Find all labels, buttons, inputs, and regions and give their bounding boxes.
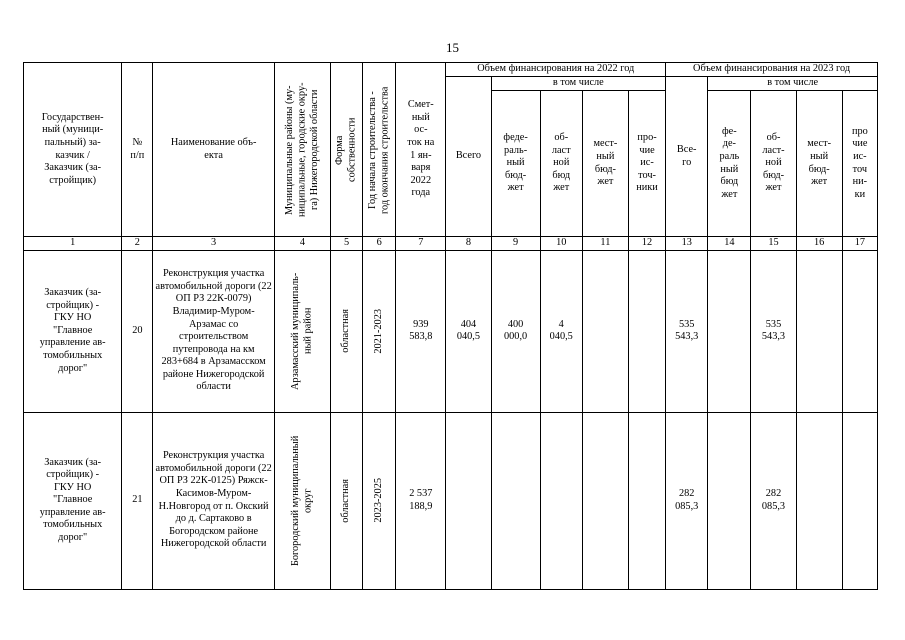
column-number: 16 [796,237,842,251]
column-number: 11 [582,237,628,251]
column-number: 14 [708,237,751,251]
row-regional-2023: 535 543,3 [751,250,796,412]
column-number: 1 [24,237,122,251]
row-other-2022 [628,250,665,412]
header-total-2023: Все- го [666,77,708,237]
row-total-2023: 535 543,3 [666,250,708,412]
column-number: 13 [666,237,708,251]
column-number: 5 [331,237,363,251]
header-municipal: Муниципальные районы (му- ниципальные, городские окру- га) Нижегородской области [283,82,320,217]
row-customer: Заказчик (за- стройщик) - ГКУ НО "Главное управление ав- томобильных дорог" [24,250,122,412]
page-number: 15 [446,40,459,55]
header-customer: Государствен- ный (муници- пальный) за- казчик / Заказчик (за- стройщик) [24,63,122,237]
column-number: 3 [153,237,274,251]
header-fin-2022: Объем финансирования на 2022 год [446,63,666,77]
row-regional-2022 [540,412,582,589]
column-number: 17 [842,237,877,251]
row-federal-2023 [708,250,751,412]
row-local-2023 [796,412,842,589]
row-total-2022: 404 040,5 [446,250,491,412]
header-object-name: Наименование объ- екта [153,63,274,237]
header-regional-2023: об- ласт- ной бюд- жет [751,91,796,237]
row-number: 20 [122,250,153,412]
row-local-2023 [796,250,842,412]
column-number-row [24,237,878,251]
row-federal-2023 [708,412,751,589]
financing-table [23,62,878,590]
header-fin-2023: Объем финансирования на 2023 год [666,63,878,77]
header-ownership: Форма собственности [333,117,358,182]
header-local-2023: мест- ный бюд- жет [796,91,842,237]
column-number: 12 [628,237,665,251]
row-federal-2022 [491,412,540,589]
header-number: № п/п [122,63,153,237]
header-other-2022: про- чие ис- точ- ники [628,91,665,237]
column-number: 4 [274,237,330,251]
row-estimate: 2 537 188,9 [396,412,446,589]
row-regional-2023: 282 085,3 [751,412,796,589]
row-total-2023: 282 085,3 [666,412,708,589]
row-total-2022 [446,412,491,589]
row-object-name: Реконструкция участка автомобильной дороги (22 ОП РЗ 22К-0125) Ряжск-Касимов-Муром-Н.Новгород от п. Окский до д. Сартаково в Богородском районе Нижегородской области [153,412,274,589]
column-number: 15 [751,237,796,251]
row-municipal: Арзамасский муниципаль- ный район [289,272,314,390]
row-years: 2023-2025 [372,478,384,523]
row-ownership: областная [340,478,352,523]
row-local-2022 [582,250,628,412]
column-number: 6 [363,237,396,251]
row-other-2023 [842,412,877,589]
column-number: 2 [122,237,153,251]
header-in-total-2023: в том числе [708,77,878,91]
row-object-name: Реконструкция участка автомобильной дороги (22 ОП РЗ 22К-0079) Владимир-Муром-Арзамас со строительством путепровода на км 283+684 в Арзамасском районе Нижегородской области [153,250,274,412]
row-ownership: областная [340,309,352,353]
row-local-2022 [582,412,628,589]
row-years: 2021-2023 [372,308,384,354]
row-federal-2022: 400 000,0 [491,250,540,412]
header-in-total-2022: в том числе [491,77,666,91]
row-other-2022 [628,412,665,589]
column-number: 7 [396,237,446,251]
row-customer: Заказчик (за- стройщик) - ГКУ НО "Главное управление ав- томобильных дорог" [24,412,122,589]
row-other-2023 [842,250,877,412]
row-estimate: 939 583,8 [396,250,446,412]
row-regional-2022: 4 040,5 [540,250,582,412]
row-number: 21 [122,412,153,589]
table-row [24,412,878,589]
header-other-2023: про чие ис- точ ни- ки [842,91,877,237]
column-number: 8 [446,237,491,251]
column-number: 10 [540,237,582,251]
table-row [24,250,878,412]
row-municipal: Богородский муниципальный округ [289,435,314,566]
header-years: Год начала строительства - год окончания строительства [366,85,391,214]
header-local-2022: мест- ный бюд- жет [582,91,628,237]
column-number: 9 [491,237,540,251]
header-total-2022: Всего [446,77,491,237]
header-regional-2022: об- ласт ной бюд жет [540,91,582,237]
header-estimate: Смет- ный ос- ток на 1 ян- варя 2022 года [396,63,446,237]
header-federal-2022: феде- раль- ный бюд- жет [491,91,540,237]
header-federal-2023: фе- де- раль ный бюд жет [708,91,751,237]
